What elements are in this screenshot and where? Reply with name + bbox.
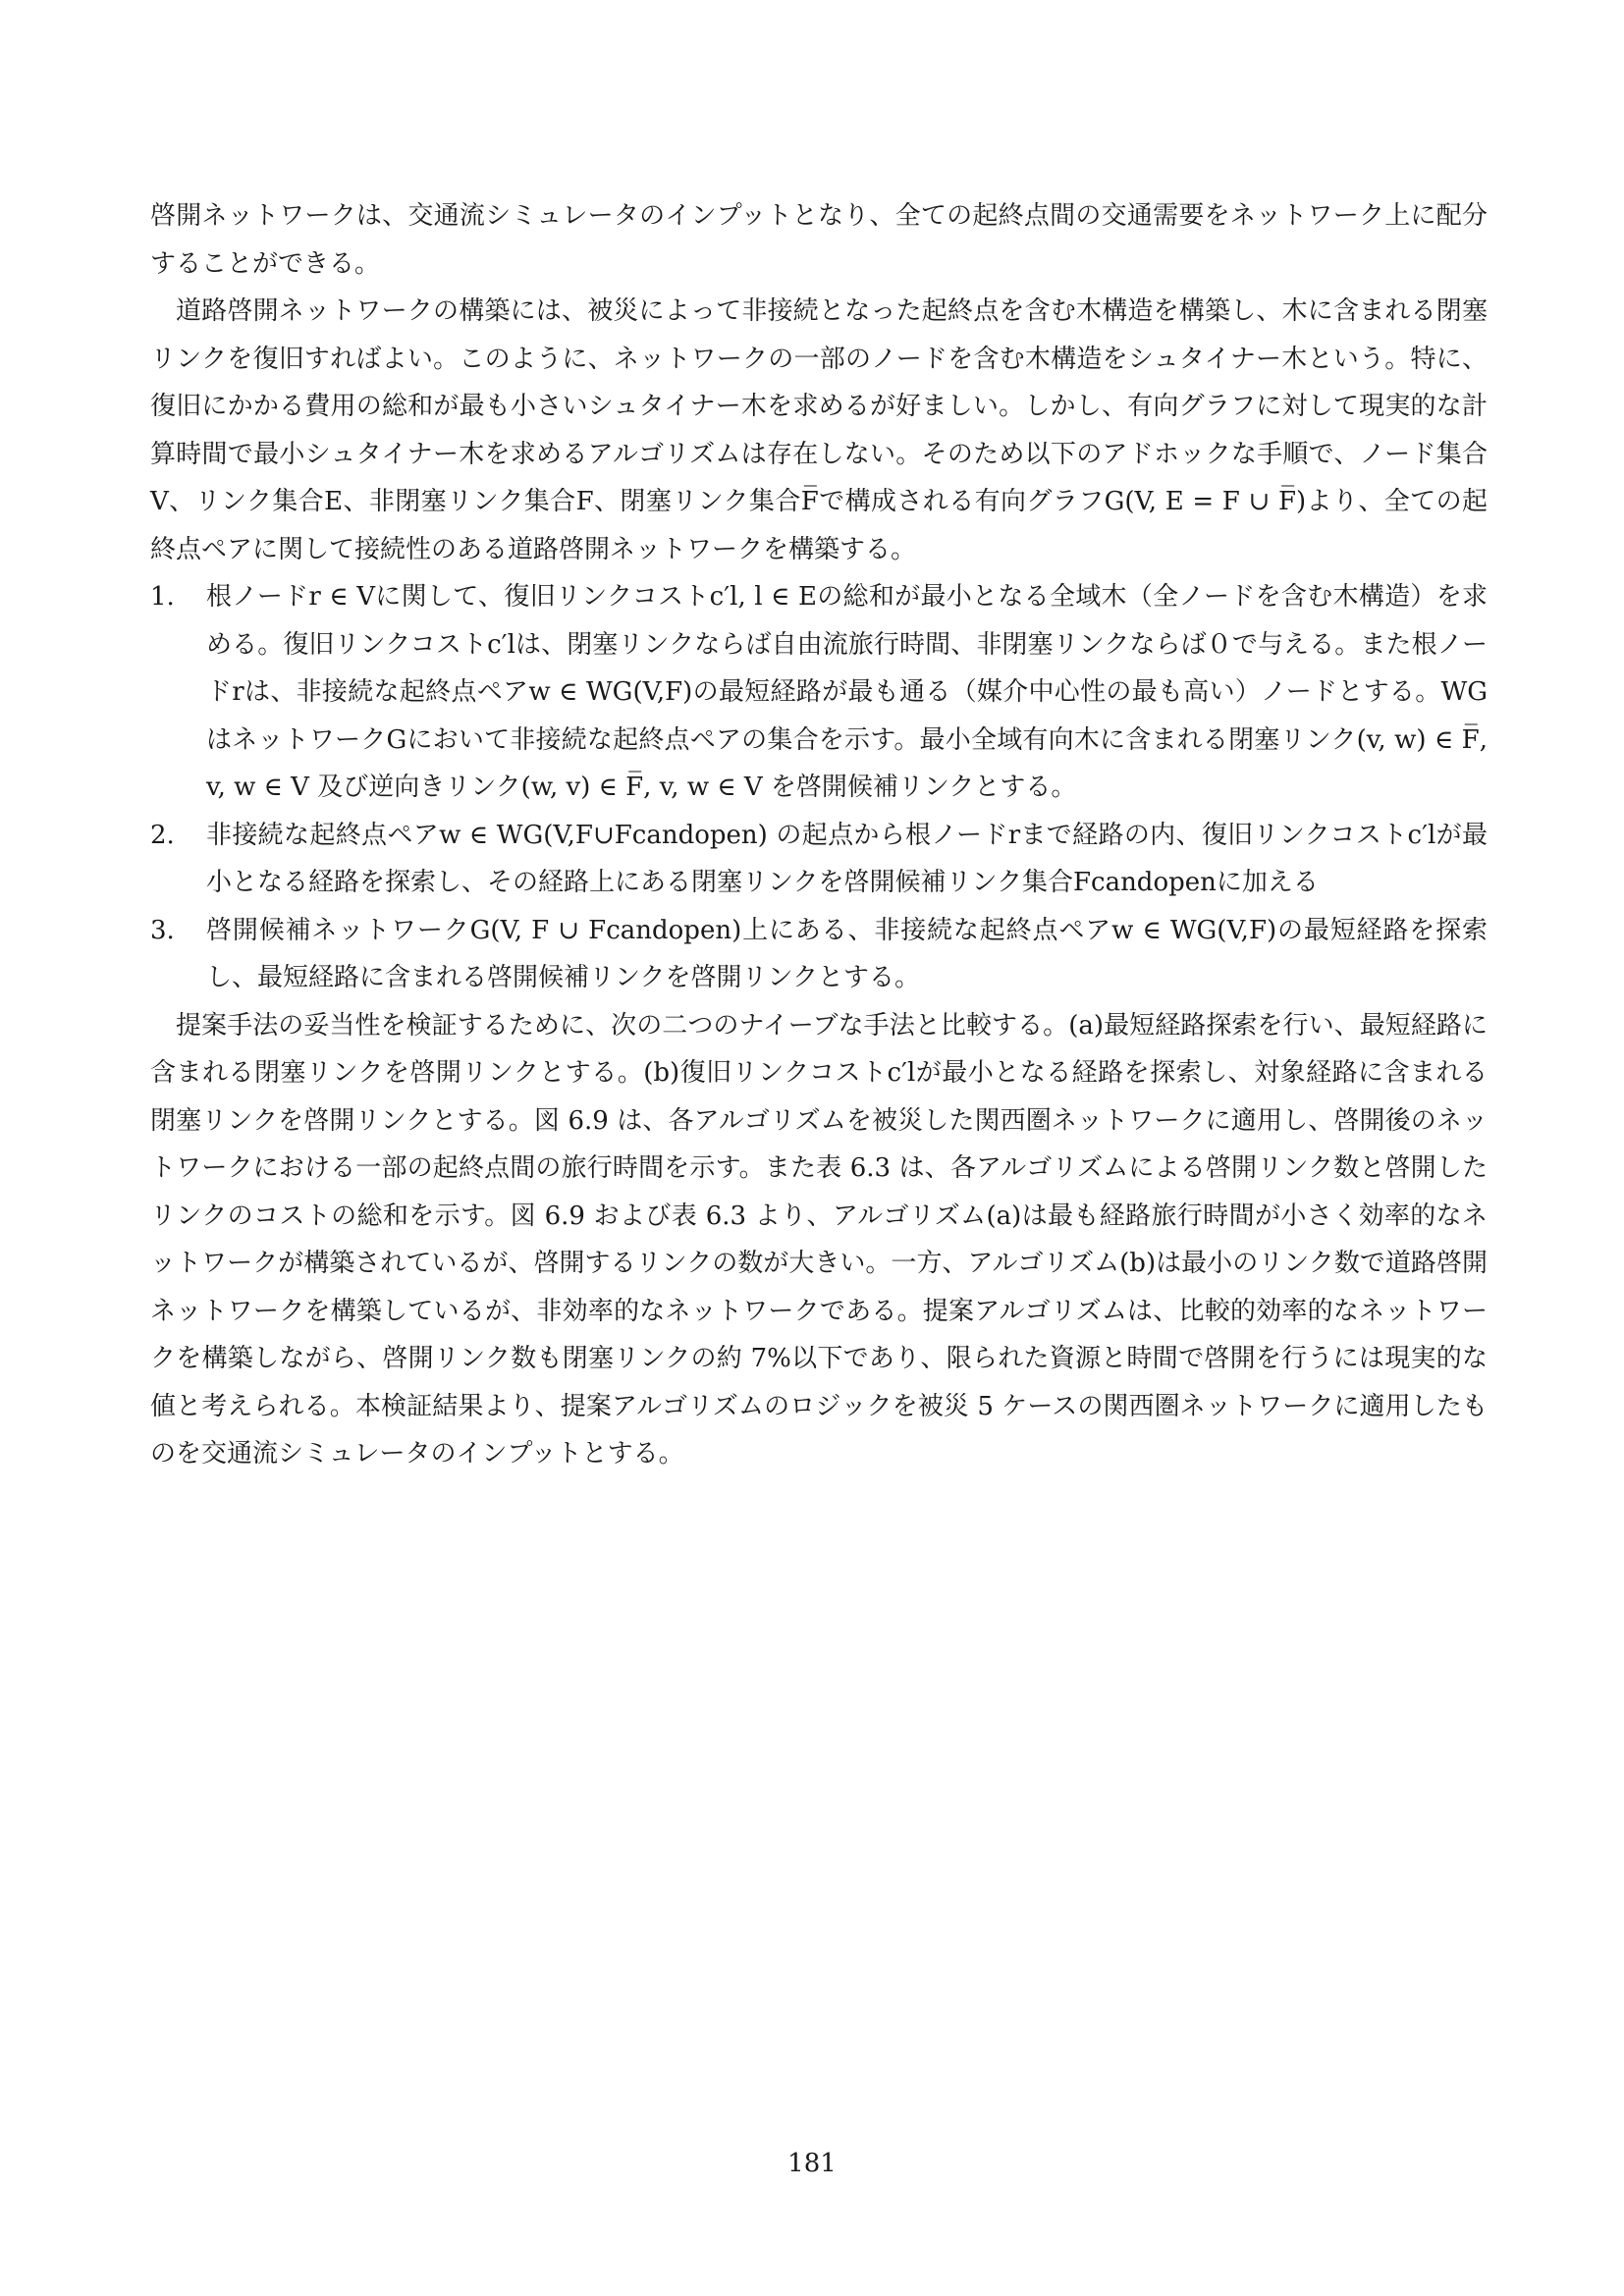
step-number: 2. <box>150 820 175 850</box>
step-text: 根ノードr ∈ Vに関して、復旧リンクコストc′l, l ∈ Eの総和が最小となる全域木（全ノードを含む木構造）を求める。復旧リンクコストc′lは、閉塞リンクならば自由流旅行時間、非閉塞リンクならば０で与える。また根ノードrは、非接続な起終点ペアw ∈ WG(V,F)の最短経路が最も通る（媒介中心性の最も高い）ノードとする。WGはネットワークGにおいて非接続な起終点ペアの集合を示す。最小全域有向木に含まれる閉塞リンク(v, w) ∈ F̅, v, w ∈ V 及び逆向きリンク(w, v) ∈ F̅, v, w ∈ V を啓開候補リンクとする。 <box>206 582 1488 802</box>
step-number: 3. <box>150 915 175 945</box>
procedure-step-1 <box>150 573 1488 812</box>
page-number: 181 <box>787 2149 837 2178</box>
body-text <box>150 192 1488 1478</box>
step-number: 1. <box>150 582 175 612</box>
paragraph-intro: 啓開ネットワークは、交通流シミュレータのインプットとなり、全ての起終点間の交通需要をネットワーク上に配分することができる。 <box>150 201 1488 279</box>
procedure-list <box>150 573 1488 1002</box>
paragraph-steiner-tree: 道路啓開ネットワークの構築には、被災によって非接続となった起終点を含む木構造を構築し、木に含まれる閉塞リンクを復旧すればよい。このように、ネットワークの一部のノードを含む木構造をシュタイナー木という。特に、復旧にかかる費用の総和が最も小さいシュタイナー木を求めるが好ましい。しかし、有向グラフに対して現実的な計算時間で最小シュタイナー木を求めるアルゴリズムは存在しない。そのため以下のアドホックな手順で、ノード集合V、リンク集合E、非閉塞リンク集合F、閉塞リンク集合F̅で構成される有向グラフG(V, E = F ∪ F̅)より、全ての起終点ペアに関して接続性のある道路啓開ネットワークを構築する。 <box>150 296 1488 564</box>
step-text: 啓開候補ネットワークG(V, F ∪ Fcandopen)上にある、非接続な起終点ペアw ∈ WG(V,F)の最短経路を探索し、最短経路に含まれる啓開候補リンクを啓開リンクとする。 <box>206 915 1488 992</box>
step-text: 非接続な起終点ペアw ∈ WG(V,F∪Fcandopen) の起点から根ノードrまで経路の内、復旧リンクコストc′lが最小となる経路を探索し、その経路上にある閉塞リンクを啓開候補リンク集合Fcandopenに加える <box>206 820 1488 897</box>
procedure-step-3 <box>150 907 1488 1002</box>
procedure-step-2 <box>150 812 1488 907</box>
paragraph-validation: 提案手法の妥当性を検証するために、次の二つのナイーブな手法と比較する。(a)最短経路探索を行い、最短経路に含まれる閉塞リンクを啓開リンクとする。(b)復旧リンクコストc′lが最小となる経路を探索し、対象経路に含まれる閉塞リンクを啓開リンクとする。図 6.9 は、各アルゴリズムを被災した関西圏ネットワークに適用し、啓開後のネットワークにおける一部の起終点間の旅行時間を示す。また表 6.3 は、各アルゴリズムによる啓開リンク数と啓開したリンクのコストの総和を示す。図 6.9 および表 6.3 より、アルゴリズム(a)は最も経路旅行時間が小さく効率的なネットワークが構築されているが、啓開するリンクの数が大きい。一方、アルゴリズム(b)は最小のリンク数で道路啓開ネットワークを構築しているが、非効率的なネットワークである。提案アルゴリズムは、比較的効率的なネットワークを構築しながら、啓開リンク数も閉塞リンクの約 7%以下であり、限られた資源と時間で啓開を行うには現実的な値と考えられる。本検証結果より、提案アルゴリズムのロジックを被災 5 ケースの関西圏ネットワークに適用したものを交通流シミュレータのインプットとする。 <box>150 1010 1488 1468</box>
